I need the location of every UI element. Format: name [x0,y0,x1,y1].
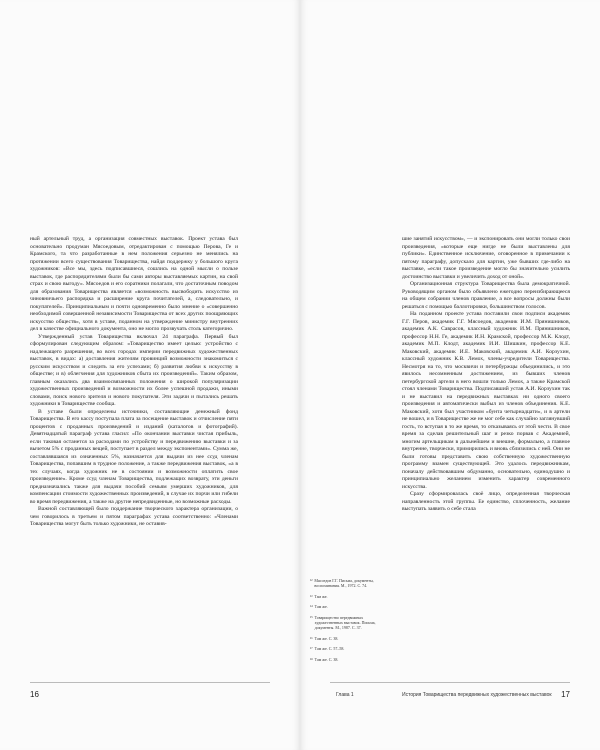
paragraph: Сразу сформировалась своё лицо, определенная творческая направленность этой группы. Ее единство, сплоченность, желание выступать заявить о себе стала [402,491,570,512]
footnote-number: ¹⁵ [310,614,313,620]
left-page-body [30,236,238,636]
footnotes [310,578,388,667]
footnote [310,594,388,599]
running-title: История Товарищества передвижных художественных выставок [402,692,552,698]
paragraph: Утвержденный устав Товарищества включал 24 параграфа. Первый был сформулирован следующим образом: «Товарищество имеет целью: устройство с надлежащего разрешения, во всех городах империи передвижных художественных выставок, в видах: а) доставления жителям провинций возможности знакомиться с русским искусством и следить за его успехами; б) развития любви к искусству в обществе; и в) облегчения для художников сбыта их произведений». Таким образом, главным оказались два взаимосвязанных положения о широкой популяризации художественных произведений и возможности их более успешной продажи, иными словами, поиск нового зрителя и нового покупателя. Эти задачи и пытались решать художники в Товариществе сообща. [30,333,238,407]
footnote-number: ¹² [310,578,313,583]
footnote-text: Там же. С. 38. [314,635,339,641]
footnote-number: ¹⁸ [310,656,313,662]
right-page [300,0,600,750]
footer-rule [330,682,570,683]
right-page-body [402,236,570,636]
paragraph: В уставе были определены источники, составляющие денежный фонд Товарищества. В его кассу поступала плата за посещение выставок и отчисление пяти процентов с проданных произведений и изданий (каталогов и фотографий). Девятнадцатый параграф устава гласил: «По окончании выставки чистая прибыль, если таковая останется за расходами по устройству и передвижению выставки и за вычетом 5% с проданных вещей, поступает в раздел между экспонентами». Сумма же, составлявшаяся из означенных 5%, назначается для выдачи из нее ссуд членам Товарищества, попавшим в трудное положение, а также передвижения выставок, «а в тех случаях, когда художник не в состоянии и возможности оплатить свое произведение». Кроме ссуд членам Товарищества, подлежащих возврату, эти деньги предназначались также для выдачи пособий семьям умерших художников, для компенсации стоимости художественных произведений, в случае их порчи или гибели во время передвижения, а также на другие непредвиденные, но возможные расходы. [30,408,238,505]
paragraph: На поданном проекте устава поставили свои подписи академик Г.Г. Перов, академик Г.Г. Мясоедов, академик И.М. Прянишников, академик А.К. Саврасов, классный художник И.М. Прянишников, профессор Н.Н. Ге, академик И.Н. Крамской, профессор М.К. Клодт, академик М.П. Клодт, академик И.И. Шишкин, профессор К.Е. Маковский, академик И.Е. Маковский, академик А.И. Корзухин, классный художник К.В. Лемох, члены-учредители Товарищества. Несмотря на то, что москвичи и петербуржцы объединились, и это явилось несомненным достижением, из бывших членов петербургской артели в него вошли только Лемох, а также Крамской стоял членами Товарищества. Подписавший устав А.И. Корзухин так и не выставил на передвижных выставках ни одного своего произведения и автоматически выбыл из членов объединения. К.Е. Маковский, хотя был участником «бунта четырнадцати», и в артели не вошел, и в Товариществе же не мог себе как случайно заглянувший гость, то вступая в то же время, то отказываясь от этой чести. В свое время за сделав решительный шаг и резко порвав с Академией, многим артельщикам в дальнейшем и внешне, формально, а главное внутренне, творчески, примирились и вновь сблизились с ней. Они не были готовы представить свою собственную художественную программу взамен существующей. Это удалось передвижникам, поначалу действовавшим обдуманно, основательно, единодушно и принципиально желанием изменить характер современного искусства. [402,311,570,490]
footnote-text: Там же. С. 38. [314,656,339,662]
footnote-text: Мясоедов Г.Г. Письма, документы, воспоминания. М., 1972. С. 74. [314,578,374,589]
footnote-number: ¹⁷ [310,646,313,652]
page-number-right: 17 [561,690,570,699]
footnote-number: ¹³ [310,593,313,599]
paragraph: шие занятий искусством», — и экспонировать они могли только свои произведения, «которые еще нигде не были выставлены для публики». Единственное исключение, оговоренное в примечании к пятому параграфу, допускало для картин, уже бывших где-либо на выставке, «если такое произведение могло бы значительно усилить достоинство выставки и увеличить доход от оной». [402,236,570,280]
page-number-left: 16 [30,690,39,699]
footnote-text: Там же. [314,604,328,610]
footnote [310,578,388,589]
footnote-text: Товарищество передвижных художественных выставок. Письма, документы. М., 1987. С. 37. [314,614,376,631]
footnote [310,636,388,641]
running-chapter-label: Глава 1 [336,692,354,698]
footnote-number: ¹⁴ [310,604,313,610]
footnote [310,604,388,609]
footnote [310,615,388,631]
footnote [310,657,388,662]
paragraph: Важной составляющей было поддержание творческого характера организации, о чем говорилось в третьем и пятом параграфах устава соответственно: «Членами Товарищества могут быть только художники, не оставив- [30,506,238,527]
paragraph: ный артельный труд, а организация совместных выставок. Проект устава был основательно продуман Мясоедовым, отредактирован с помощью Перова, Ге и Крамского, та что разработанные в нем положения серьезно не менялись на протяжении всего существования Товарищества, найдя поддержку у большого круга художников: «Все мы, здесь подписавшиеся, сошлись на одной мысли о пользе выставок, где распорядителями были бы сами авторы выставляемых картин, на свой страх и свою выгоду». Мясоедов и его соратники полагали, что достаточным поводом для образования Товарищества является «возможность высвободить искусство из чиновничьего распорядка и расширение круга почитателей, а, следовательно, и покупателей». Принципиальным и почти одновременно было мнение о «совершенно необходимой совершенной независимости Товарищества от всех других поощряющих искусство обществ», хотя в уставе, поданном на утверждение министру внутренних дел в качестве официального документа, оно не могло прозвучать столь категорично. [30,236,238,332]
footer-rule [30,682,270,683]
footnote-number: ¹⁶ [310,635,313,641]
footnote [310,646,388,651]
paragraph: Организационная структура Товарищества была демократичной. Руководящим органом было объявлено ежегодно переизбирающееся на общем собрании членов правление, а все вопросы должны были решаться с помощью баллотировки, большинством голосов. [402,281,570,310]
footnote-text: Там же. С. 57–58. [314,646,345,652]
footnote-text: Там же. [314,593,328,599]
